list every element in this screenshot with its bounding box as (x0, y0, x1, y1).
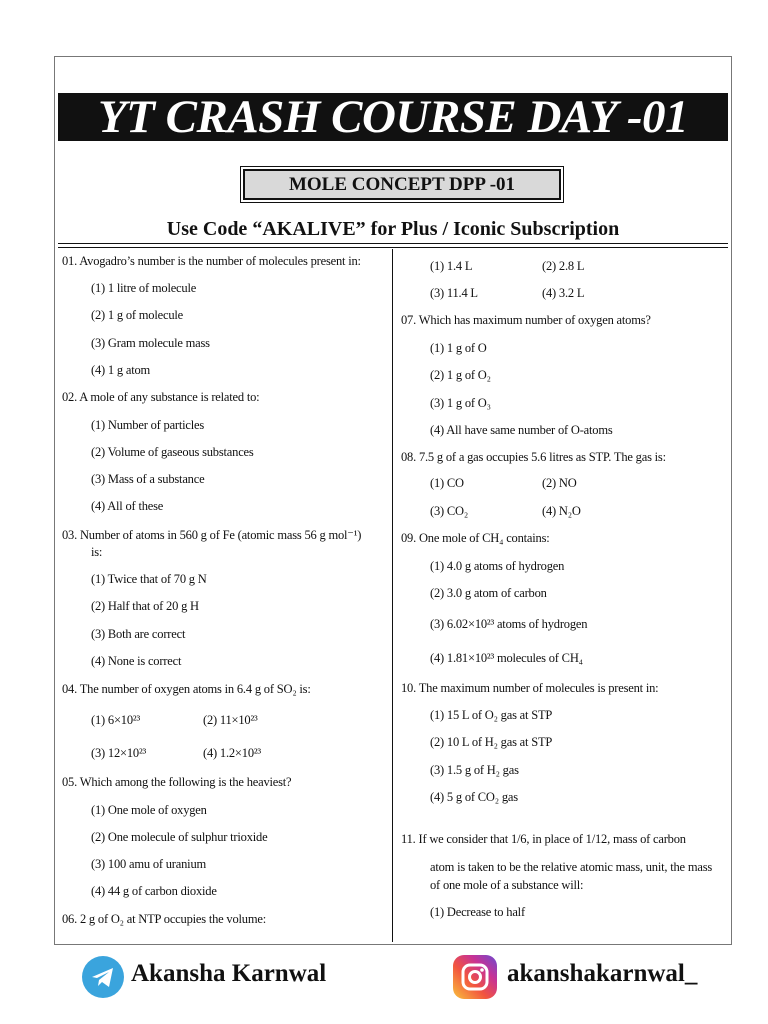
option-line: (3) 1.5 g of H₂ gas (430, 763, 519, 777)
option-line: (2) 1 g of O₂ (430, 368, 491, 382)
option-line: (1) 1.4 L (430, 259, 473, 273)
question-line: 02. A mole of any substance is related to: (62, 390, 260, 404)
question-line: 03. Number of atoms in 560 g of Fe (atomic mass 56 g mol⁻¹) (62, 528, 362, 542)
question-line: 10. The maximum number of molecules is present in: (401, 681, 659, 695)
option-line: (4) 3.2 L (542, 286, 585, 300)
question-line: 01. Avogadro’s number is the number of molecules present in: (62, 254, 361, 268)
question-line: 07. Which has maximum number of oxygen atoms? (401, 313, 651, 327)
option-line: (2) Volume of gaseous substances (91, 445, 254, 459)
option-line: (2) 1 g of molecule (91, 308, 184, 322)
option-line: (3) Both are correct (91, 627, 186, 641)
option-line: (2) 3.0 g atom of carbon (430, 586, 547, 600)
option-line: (1) Number of particles (91, 418, 205, 432)
question-line: 08. 7.5 g of a gas occupies 5.6 litres as STP. The gas is: (401, 450, 666, 464)
option-line: (1) Twice that of 70 g N (91, 572, 207, 586)
option-line: (2) 11×10²³ (203, 713, 258, 727)
option-line: (1) 4.0 g atoms of hydrogen (430, 559, 565, 573)
column-divider (392, 249, 393, 942)
option-line: (1) 1 g of O (430, 341, 487, 355)
question-line: 06. 2 g of O₂ at NTP occupies the volume: (62, 912, 266, 926)
divider (58, 243, 728, 244)
option-line: (1) 1 litre of molecule (91, 281, 197, 295)
option-line: (3) 12×10²³ (91, 746, 147, 760)
instagram-icon (453, 955, 497, 999)
question-line: is: (91, 545, 103, 559)
option-line: (4) None is correct (91, 654, 182, 668)
option-line: (3) Gram molecule mass (91, 336, 210, 350)
option-line: (2) One molecule of sulphur trioxide (91, 830, 268, 844)
divider (58, 247, 728, 248)
option-line: (3) 6.02×10²³ atoms of hydrogen (430, 617, 588, 631)
option-line: (4) 5 g of CO₂ gas (430, 790, 518, 804)
option-line: (2) NO (542, 476, 577, 490)
question-line: of one mole of a substance will: (430, 878, 584, 892)
option-line: (3) 11.4 L (430, 286, 478, 300)
instagram-handle: akanshakarnwal_ (507, 960, 698, 987)
question-line: 09. One mole of CH₄ contains: (401, 531, 550, 545)
option-line: (2) Half that of 20 g H (91, 599, 199, 613)
option-line: (4) 1 g atom (91, 363, 151, 377)
option-line: (4) 44 g of carbon dioxide (91, 884, 217, 898)
telegram-name: Akansha Karnwal (131, 960, 327, 987)
option-line: (3) Mass of a substance (91, 472, 205, 486)
option-line: (1) One mole of oxygen (91, 803, 207, 817)
question-line: 05. Which among the following is the heaviest? (62, 775, 292, 789)
telegram-icon (82, 956, 124, 998)
question-line: 11. If we consider that 1/6, in place of 1/12, mass of carbon (401, 832, 686, 846)
option-line: (2) 2.8 L (542, 259, 585, 273)
option-line: (4) All of these (91, 499, 164, 513)
option-line: (3) 1 g of O₃ (430, 396, 491, 410)
option-line: (1) Decrease to half (430, 905, 525, 919)
question-line: 04. The number of oxygen atoms in 6.4 g of SO₂ is: (62, 682, 311, 696)
page-banner: YT CRASH COURSE DAY -01 (58, 93, 728, 141)
option-line: (4) 1.81×10²³ molecules of CH₄ (430, 651, 583, 665)
option-line: (4) 1.2×10²³ (203, 746, 261, 760)
option-line: (1) CO (430, 476, 464, 490)
option-line: (1) 15 L of O₂ gas at STP (430, 708, 553, 722)
option-line: (3) 100 amu of uranium (91, 857, 207, 871)
question-line: atom is taken to be the relative atomic mass, unit, the mass (430, 860, 713, 874)
option-line: (1) 6×10²³ (91, 713, 140, 727)
dpp-title: MOLE CONCEPT DPP -01 (243, 169, 561, 200)
subscription-code-line: Use Code “AKALIVE” for Plus / Iconic Subscription (166, 218, 620, 240)
option-line: (4) All have same number of O-atoms (430, 423, 613, 437)
option-line: (4) N₂O (542, 504, 581, 518)
option-line: (3) CO₂ (430, 504, 469, 518)
option-line: (2) 10 L of H₂ gas at STP (430, 735, 553, 749)
